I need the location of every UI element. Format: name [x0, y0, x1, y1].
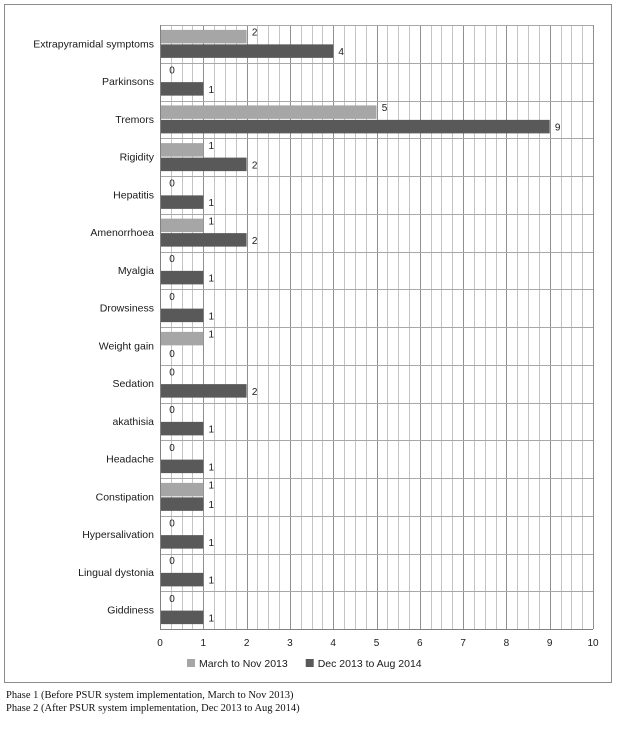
category-label: Weight gain — [98, 340, 154, 353]
data-label: 4 — [338, 47, 344, 59]
category-label: akathisia — [112, 415, 154, 428]
category-label: Myalgia — [117, 264, 154, 277]
x-tick-label: 4 — [330, 638, 336, 649]
data-label: 1 — [208, 198, 215, 210]
data-label: 1 — [208, 84, 215, 96]
x-tick-label: 1 — [200, 638, 207, 649]
category-label: Rigidity — [119, 151, 154, 164]
data-label: 0 — [169, 518, 175, 530]
category-label: Extrapyramidal symptoms — [33, 38, 154, 51]
x-tick-label: 0 — [157, 638, 163, 649]
chart-frame — [4, 4, 612, 683]
x-tick-label: 5 — [373, 638, 380, 649]
category-label: Hepatitis — [113, 189, 154, 202]
bar-march-to-nov-2013 — [161, 332, 203, 346]
category-label: Tremors — [115, 113, 154, 126]
footnotes — [6, 689, 300, 715]
data-label: 0 — [169, 367, 175, 379]
data-label: 1 — [208, 613, 215, 625]
category-label: Sedation — [112, 378, 154, 391]
data-label: 9 — [554, 122, 561, 134]
data-label: 1 — [208, 424, 215, 436]
x-tick-label: 6 — [417, 638, 423, 649]
data-label: 0 — [169, 254, 175, 266]
data-label: 1 — [208, 480, 215, 492]
bar-dec-2013-to-aug-2014 — [161, 497, 203, 511]
bar-march-to-nov-2013 — [161, 143, 203, 157]
data-label: 1 — [208, 462, 215, 474]
category-label: Constipation — [95, 491, 154, 504]
data-label: 0 — [169, 405, 175, 417]
data-label: 1 — [208, 500, 215, 512]
category-label: Headache — [106, 453, 154, 466]
x-tick-label: 2 — [243, 638, 250, 649]
bar-dec-2013-to-aug-2014 — [161, 309, 203, 323]
data-label: 0 — [169, 65, 175, 77]
bar-dec-2013-to-aug-2014 — [161, 44, 333, 58]
bar-march-to-nov-2013 — [161, 105, 377, 119]
data-label: 2 — [251, 235, 258, 247]
data-label: 2 — [251, 386, 258, 398]
data-label: 1 — [208, 575, 215, 587]
data-label: 1 — [208, 329, 215, 341]
data-label: 5 — [381, 103, 388, 115]
x-tick-label: 8 — [503, 638, 510, 649]
legend-swatch-march-to-nov-2013 — [187, 659, 195, 667]
x-tick-label: 3 — [287, 638, 293, 649]
x-tick-label: 10 — [587, 638, 599, 649]
x-tick-label: 7 — [460, 638, 466, 649]
data-label: 0 — [169, 349, 175, 361]
data-label: 0 — [169, 178, 175, 190]
bar-dec-2013-to-aug-2014 — [161, 611, 203, 625]
bar-dec-2013-to-aug-2014 — [161, 195, 203, 209]
category-label: Drowsiness — [99, 302, 154, 315]
bar-dec-2013-to-aug-2014 — [161, 82, 203, 96]
data-label: 1 — [208, 311, 215, 323]
category-label: Amenorrhoea — [90, 227, 154, 240]
data-label: 0 — [169, 556, 175, 568]
bar-dec-2013-to-aug-2014 — [161, 120, 550, 134]
category-label: Hypersalivation — [82, 529, 154, 542]
bar-march-to-nov-2013 — [161, 30, 247, 44]
bar-dec-2013-to-aug-2014 — [161, 233, 247, 247]
category-label: Lingual dystonia — [78, 566, 154, 579]
category-label: Giddiness — [107, 604, 154, 617]
bar-dec-2013-to-aug-2014 — [161, 271, 203, 285]
data-label: 1 — [208, 216, 215, 228]
bar-chart — [5, 5, 611, 682]
legend-label-march-to-nov-2013: March to Nov 2013 — [199, 658, 288, 670]
bar-dec-2013-to-aug-2014 — [161, 158, 247, 172]
data-label: 0 — [169, 442, 175, 454]
data-label: 1 — [208, 273, 215, 285]
data-label: 2 — [251, 160, 258, 172]
bar-march-to-nov-2013 — [161, 483, 203, 497]
bar-dec-2013-to-aug-2014 — [161, 384, 247, 398]
data-label: 0 — [169, 291, 175, 303]
bar-dec-2013-to-aug-2014 — [161, 573, 203, 587]
footnote-phase-2: Phase 2 (After PSUR system implementation, Dec 2013 to Aug 2014) — [6, 703, 300, 714]
bar-dec-2013-to-aug-2014 — [161, 535, 203, 549]
data-label: 2 — [251, 27, 258, 39]
bar-march-to-nov-2013 — [161, 219, 203, 233]
bar-dec-2013-to-aug-2014 — [161, 460, 203, 474]
x-tick-label: 9 — [546, 638, 553, 649]
legend-swatch-dec-2013-to-aug-2014 — [306, 659, 314, 667]
legend-label-dec-2013-to-aug-2014: Dec 2013 to Aug 2014 — [317, 658, 422, 670]
data-label: 0 — [169, 593, 175, 605]
data-label: 1 — [208, 537, 215, 549]
footnote-phase-1: Phase 1 (Before PSUR system implementation, March to Nov 2013) — [6, 690, 294, 701]
data-label: 1 — [208, 140, 215, 152]
category-label: Parkinsons — [102, 76, 154, 89]
bar-dec-2013-to-aug-2014 — [161, 422, 203, 436]
